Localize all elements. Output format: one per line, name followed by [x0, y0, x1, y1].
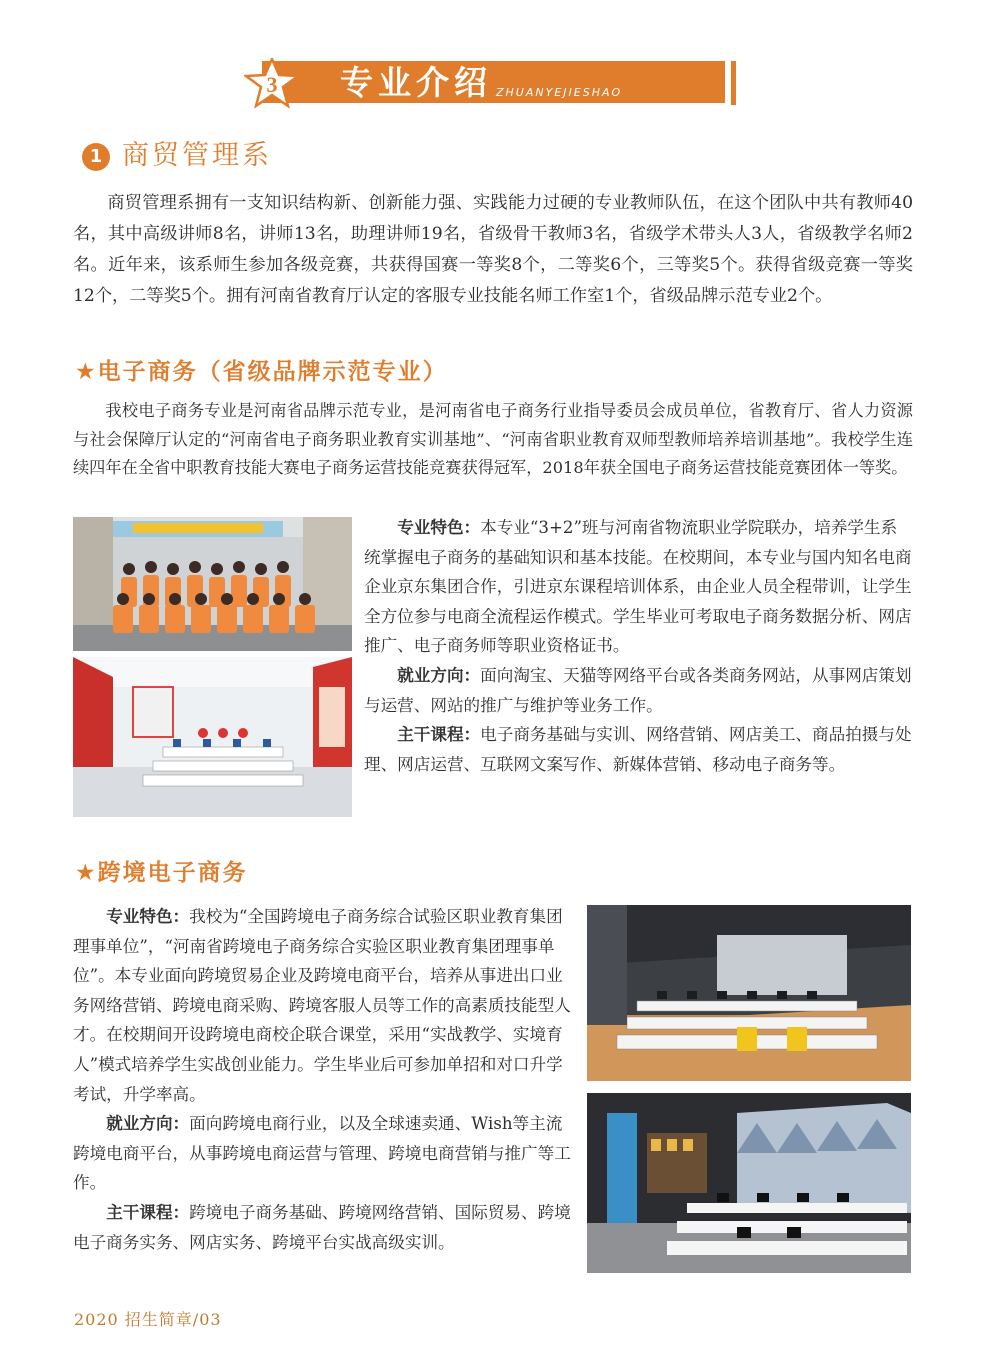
header-number: 3: [266, 72, 278, 97]
header-bar-decoration: [731, 61, 736, 105]
crossborder-details: [73, 902, 577, 1257]
training-center-photo: [587, 1093, 911, 1273]
ecommerce-feature-label: 专业特色：: [397, 518, 481, 537]
page-title-pinyin: ZHUANYEJIESHAO: [496, 86, 623, 99]
crossborder-course-label: 主干课程：: [106, 1202, 190, 1222]
ecommerce-job-label: 就业方向：: [397, 665, 481, 685]
ecommerce-course-text: 电子商务基础与实训、网络营销、网店美工、商品拍摄与处理、网店运营、互联网文案写作、新媒体营销、移动电子商务等。: [364, 725, 912, 774]
header-banner: [262, 61, 725, 103]
crossborder-course-text: 跨境电子商务基础、跨境网络营销、国际贸易、跨境电子商务实务、网店实务、跨境平台实战高级实训。: [73, 1202, 571, 1252]
training-room-photo: [73, 657, 352, 817]
ecommerce-feature-text: 本专业“3+2”班与河南省物流职业学院联办，培养学生系统掌握电子商务的基础知识和基本技能。在校期间，本专业与国内知名电商企业京东集团合作，引进京东课程培训体系，由企业人员全程带训，让学生全方位参与电商全流程运作模式。学生毕业可考取电子商务数据分析、网店推广、电子商务师等职业资格证书。: [364, 518, 912, 656]
ecommerce-course-label: 主干课程：: [397, 725, 481, 745]
crossborder-title: ★跨境电子商务: [75, 860, 248, 886]
crossborder-feature-label: 专业特色：: [106, 907, 190, 926]
section-intro: 商贸管理系拥有一支知识结构新、创新能力强、实践能力过硬的专业教师队伍，在这个团队中共有教师40名，其中高级讲师8名，讲师13名，助理讲师19名，省级骨干教师3名，省级学术带头人3人，省级教学名师2名。近年来，该系师生参加各级竞赛，共获得国赛一等奖8个，二等奖6个，三等奖5个。获得省级竞赛一等奖12个，二等奖5个。拥有河南省教育厅认定的客服专业技能名师工作室1个，省级品牌示范专业2个。: [73, 193, 913, 306]
section-title: 商贸管理系: [122, 140, 272, 171]
crossborder-feature-text: 我校为“全国跨境电子商务综合试验区职业教育集团理事单位”，“河南省跨境电子商务综合实验区职业教育集团理事单位”。本专业面向跨境贸易企业及跨境电商平台，培养从事进出口业务网络营销、跨境电商采购、跨境客服人员等工作的高素质技能型人才。在校期间开设跨境电商校企联合课堂，采用“实战教学、实境育人”模式培养学生实战创业能力。学生毕业后可参加单招和对口升学考试，升学率高。: [73, 907, 571, 1104]
ecommerce-job-text: 面向淘宝、天猫等网络平台或各类商务网站，从事网店策划与运营、网站的推广与维护等业务工作。: [364, 665, 912, 715]
section-number-badge: 1: [82, 143, 110, 171]
page-footer: 2020 招生简章/03: [74, 1310, 222, 1329]
computer-lab-photo: [587, 905, 911, 1081]
ecommerce-intro: 我校电子商务专业是河南省品牌示范专业，是河南省电子商务行业指导委员会成员单位，省教育厅、省人力资源与社会保障厅认定的“河南省电子商务职业教育实训基地”、“河南省职业教育双师型教师培养培训基地”。我校学生连续四年在全省中职教育技能大赛电子商务运营技能竞赛获得冠军，2018年获全国电子商务运营技能竞赛团体一等奖。: [73, 401, 913, 477]
team-group-photo: [73, 517, 352, 651]
page-title: 专业介绍: [340, 63, 492, 102]
crossborder-job-text: 面向跨境电商行业，以及全球速卖通、Wish等主流跨境电商平台，从事跨境电商运营与管理、跨境电商营销与推广等工作。: [73, 1114, 571, 1193]
crossborder-job-label: 就业方向：: [106, 1114, 190, 1134]
ecommerce-title: ★电子商务（省级品牌示范专业）: [75, 359, 448, 385]
ecommerce-details: [364, 513, 912, 779]
